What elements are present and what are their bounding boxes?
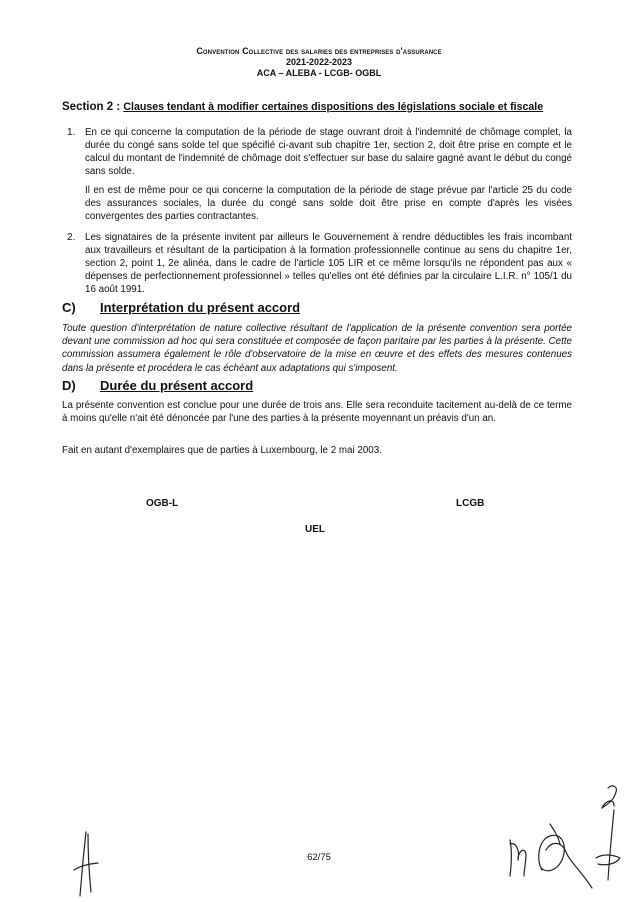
handwritten-initials-right: [490, 780, 630, 890]
handwritten-initial-left: [72, 830, 102, 900]
list-item: [62, 126, 572, 223]
section-c-heading: [62, 300, 582, 315]
closing-statement: Fait en autant d'exemplaires que de parties à Luxembourg, le 2 mai 2003.: [62, 445, 382, 456]
list-item-paragraph: Il en est de même pour ce qui concerne la computation de la période de stage prévue par l'article 25 du code des assurances sociales, la durée du congé sans solde doit être prise en compte d'après les visées convergentes des parties contractantes.: [85, 185, 572, 222]
section-2-heading: [62, 101, 582, 113]
section-d-heading: [62, 378, 582, 393]
list-item-number: 2.: [67, 232, 76, 243]
section-d-text: La présente convention est conclue pour une durée de trois ans. Elle sera reconduite tacitement au-delà de ce terme à moins qu'elle n'ait été dénoncée par l'une des parties à la présente moyennant un préavis d'un an.: [62, 400, 572, 425]
header-title: Convention Collective des salaries des entreprises d'assurance: [196, 46, 442, 56]
document-header: [0, 46, 638, 79]
section-d-letter: D): [62, 378, 76, 393]
section-2-list: [62, 126, 572, 304]
page-number: 62/75: [307, 852, 331, 863]
signatory-ogbl: OGB-L: [146, 498, 179, 509]
header-years: 2021-2022-2023: [285, 57, 353, 67]
list-item-paragraph: Les signataires de la présente invitent par ailleurs le Gouvernement à rendre déductibles les frais incombant aux travailleurs et résultant de la participation à la formation professionnelle continue au sens du chapitre 1er, section 2, point 1, 2e alinéa, dans le cadre de l'article 105 LIR et ce même lorsqu'ils ne répondent pas aux « dépenses de perfectionnement professionnel » telles qu'elles ont été définies par la circulaire L.I.R. n° 105/1 du 16 août 1991.: [85, 232, 572, 295]
section-c-letter: C): [62, 300, 76, 315]
section-d-title: Durée du présent accord: [100, 378, 254, 393]
signatory-uel: UEL: [305, 524, 325, 535]
header-parties: ACA – ALEBA - LCGB- OGBL: [256, 68, 382, 78]
section-c-text: Toute question d'interprétation de nature collective résultant de l'application de la présente convention sera portée devant une commission ad hoc qui sera constituée et composée de façon paritaire par les parties à la présente. Cette commission assumera également le rôle d'observatoire de la mise en œuvre et des effets des mesures contenues dans la présente et procédera le cas échéant aux adaptations qui s'imposent.: [62, 323, 572, 374]
list-item-paragraph: En ce qui concerne la computation de la période de stage ouvrant droit à l'indemnité de chômage complet, la durée du congé sans solde tel que spécifié ci-avant sub chapitre 1er, section 2, doit être prise en compte et le calcul du montant de l'indemnité de chômage doit s'effectuer sur base du salaire gagné avant le début du congé sans solde.: [85, 127, 572, 177]
section-2-title: Clauses tendant à modifier certaines dispositions des législations sociale et fiscale: [123, 101, 544, 113]
list-item: [62, 231, 572, 296]
section-2-label: Section 2 :: [62, 101, 121, 113]
list-item-number: 1.: [67, 127, 76, 138]
signatory-lcgb: LCGB: [456, 498, 485, 509]
section-c-title: Interprétation du présent accord: [100, 300, 301, 315]
